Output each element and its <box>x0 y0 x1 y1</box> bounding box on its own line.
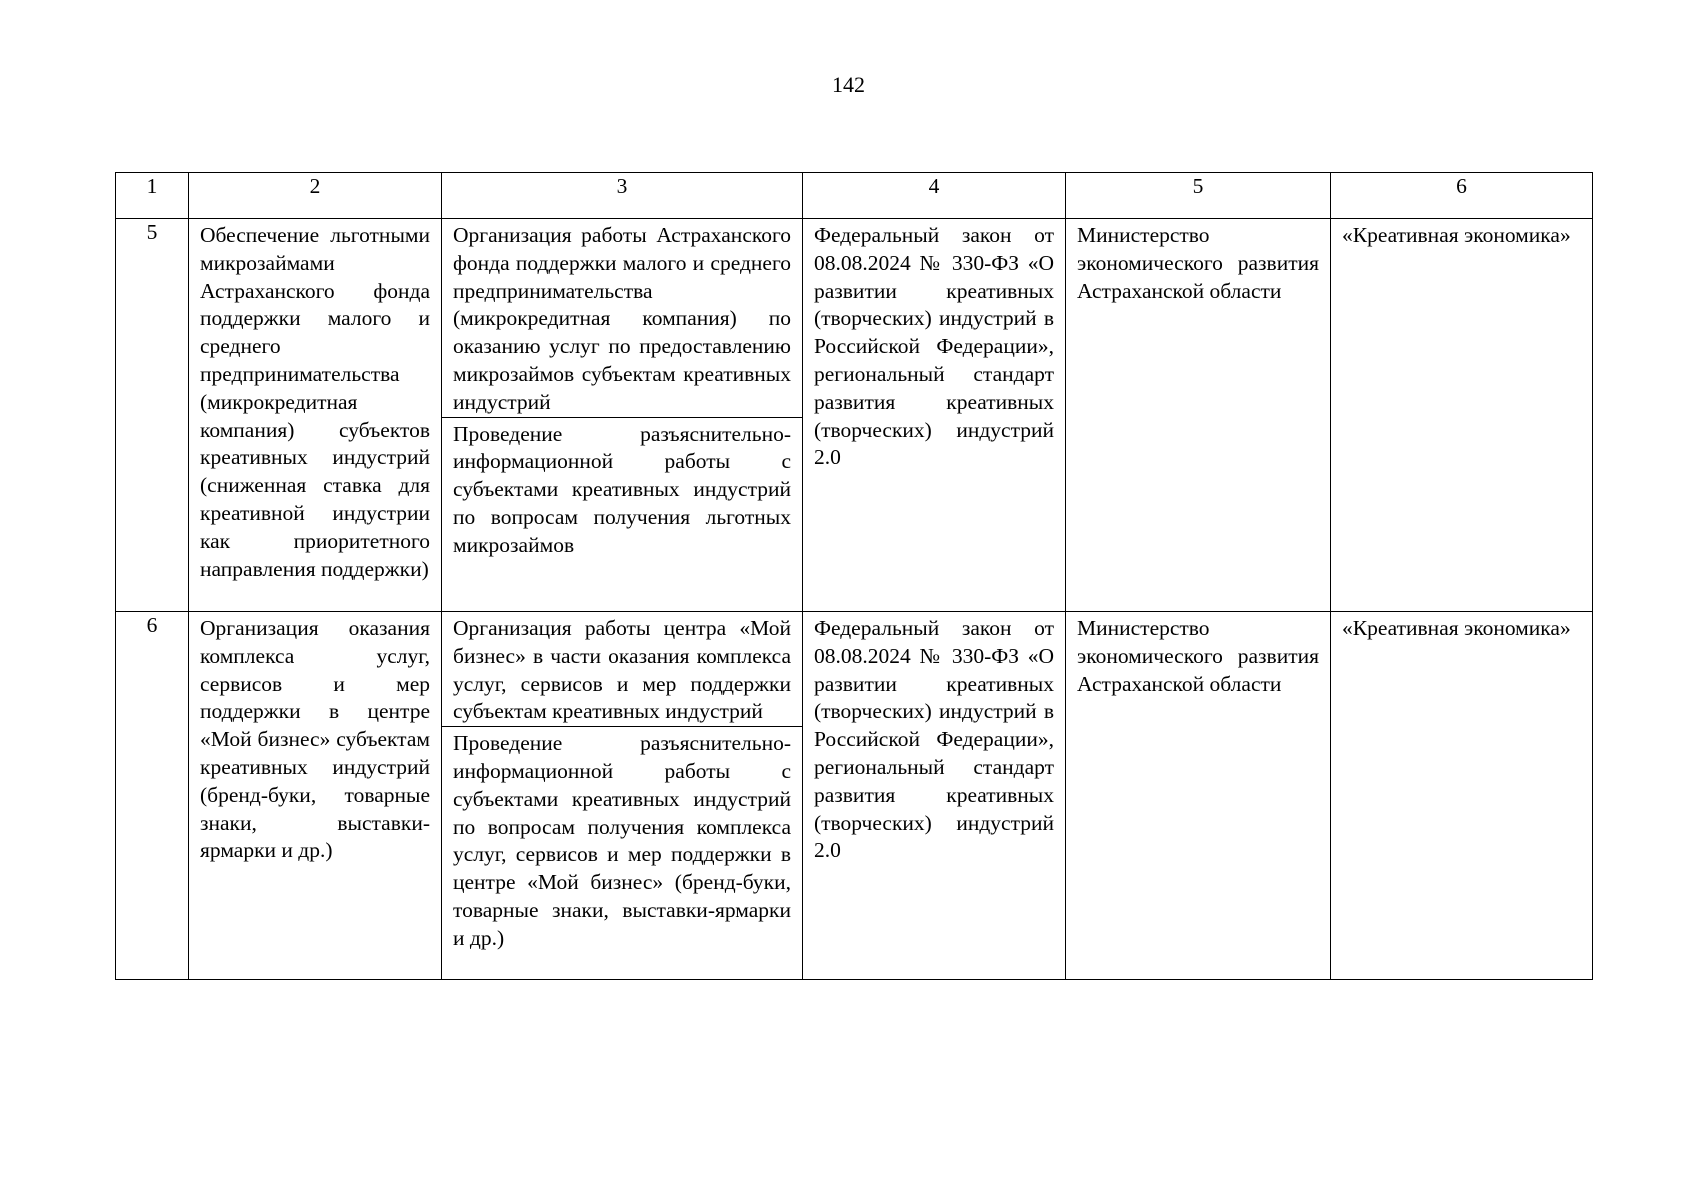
responsible-text: Министерство экономического развития Астраханской области <box>1077 223 1319 303</box>
measure-text: Обеспечение льготными микрозаймами Астраханского фонда поддержки малого и среднего предпринимательства (микрокредитная компания) субъектов креативных индустрий (сниженная ставка для креативной индустрии как приоритетного направления поддержки) <box>200 223 430 581</box>
table-header-row <box>116 173 1593 219</box>
basis-cell <box>803 612 1066 980</box>
project-cell <box>1331 219 1593 612</box>
row-number: 6 <box>116 612 189 980</box>
basis-text: Федеральный закон от 08.08.2024 № 330-ФЗ «О развитии креативных (творческих) индустрий в Российской Федерации», региональный стандарт развития креативных (творческих) индустрий 2.0 <box>814 616 1054 863</box>
column-header: 2 <box>189 173 442 219</box>
page-number: 142 <box>832 72 865 97</box>
measure-text: Организация оказания комплекса услуг, сервисов и мер поддержки в центре «Мой бизнес» субъектам креативных индустрий (бренд-буки, товарные знаки, выставки-ярмарки и др.) <box>200 616 430 863</box>
column-header: 5 <box>1066 173 1331 219</box>
project-text: «Креативная экономика» <box>1342 616 1571 640</box>
responsible-cell <box>1066 612 1331 980</box>
responsible-text: Министерство экономического развития Астраханской области <box>1077 616 1319 696</box>
table-row <box>116 219 1593 612</box>
column-header: 3 <box>442 173 803 219</box>
activities-cell <box>442 219 803 612</box>
column-header: 6 <box>1331 173 1593 219</box>
project-text: «Креативная экономика» <box>1342 223 1571 247</box>
column-header: 1 <box>116 173 189 219</box>
measures-table <box>115 172 1593 980</box>
basis-text: Федеральный закон от 08.08.2024 № 330-ФЗ «О развитии креативных (творческих) индустрий в Российской Федерации», региональный стандарт развития креативных (творческих) индустрий 2.0 <box>814 223 1054 470</box>
activity-item: Организация работы Астраханского фонда поддержки малого и среднего предпринимательства (микрокредитная компания) по оказанию услуг по предоставлению микрозаймов субъектам креативных индустрий <box>453 223 791 414</box>
activity-item: Организация работы центра «Мой бизнес» в части оказания комплекса услуг, сервисов и мер поддержки субъектам креативных индустрий <box>453 616 791 724</box>
table-row <box>116 612 1593 980</box>
activities-cell <box>442 612 803 980</box>
project-cell <box>1331 612 1593 980</box>
basis-cell <box>803 219 1066 612</box>
responsible-cell <box>1066 219 1331 612</box>
row-number: 5 <box>116 219 189 612</box>
column-header: 4 <box>803 173 1066 219</box>
measure-cell <box>189 219 442 612</box>
measure-cell <box>189 612 442 980</box>
activity-item: Проведение разъяснительно-информационной работы с субъектами креативных индустрий по вопросам получения льготных микрозаймов <box>442 417 802 560</box>
activity-item: Проведение разъяснительно-информационной работы с субъектами креативных индустрий по вопросам получения комплекса услуг, сервисов и мер поддержки в центре «Мой бизнес» (бренд-буки, товарные знаки, выставки-ярмарки и др.) <box>442 726 802 952</box>
